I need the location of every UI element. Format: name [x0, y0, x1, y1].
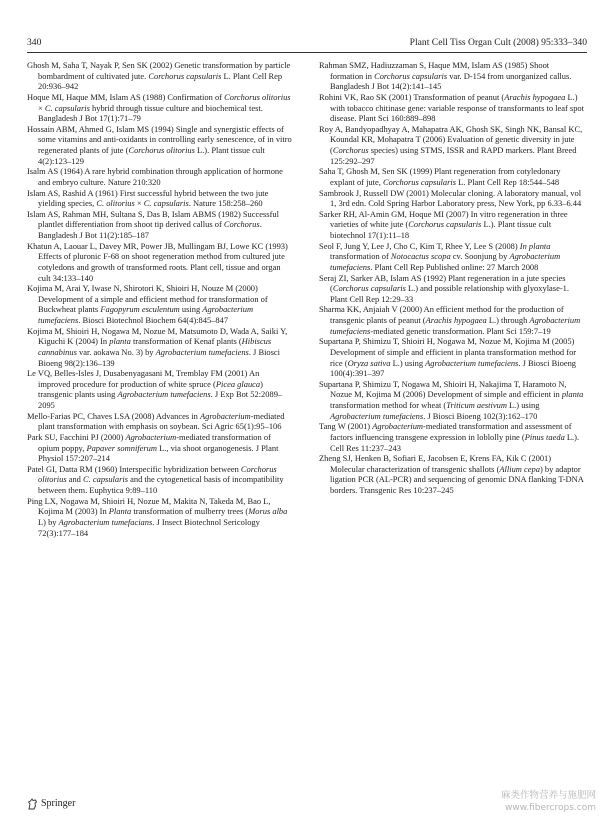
reference-entry: Park SU, Facchini PJ (2000) Agrobacterium-mediated transformation of opium poppy, Papaver somniferum L., via shoot organogenesis. J Plant Physiol 157:207–214	[27, 431, 279, 464]
reference-entry: Zheng SJ, Henken B, Sofiari E, Jacobsen E, Krens FA, Kik C (2001) Molecular characterization of transgenic shallots (Allium cepa) by adaptor ligation PCR (AL-PCR) and sequencing of genomic DNA flanking T-DNA borders. Transgenic Res 10:237–245	[319, 453, 584, 495]
watermark-title: 麻类作物营养与施肥网	[500, 790, 596, 801]
reference-entry: Sharma KK, Anjaiah V (2000) An efficient method for the production of transgenic plants of peanut (Arachis hypogaea L.) through Agrobacterium tumefaciens-mediated genetic transformation. Plant Sci 159:7–19	[319, 304, 581, 336]
reference-entry: Islam AS, Rahman MH, Sultana S, Das B, Islam ABMS (1982) Successful plantlet differentiation from shoot tip derived callus of Corchorus. Bangladesh J Bot 11(2):185–187	[27, 208, 279, 240]
site-watermark	[436, 790, 596, 814]
reference-entry: Supartana P, Shimizu T, Nogawa M, Shioiri H, Nakajima T, Haramoto N, Nozue M, Kojima M (2006) Development of simple and efficient in planta transformation method for wheat (Triticum aestivum L.) using Agrobacterium tumefaciens. J Biosci Bioeng 102(3):162–170	[319, 378, 584, 421]
springer-logo	[27, 797, 75, 811]
reference-entry: Ping LX, Nogawa M, Shioiri H, Nozue M, Makita N, Takeda M, Bao L, Kojima M (2003) In Planta transformation of mulberry trees (Morus alba L) by Agrobacterium tumefacians. J Insect Biotechnol Sericology 72(3):177–184	[27, 495, 288, 538]
reference-entry: Rahman SMZ, Hadiuzzaman S, Haque MM, Islam AS (1985) Shoot formation in Corchorus capsularis var. D-154 from unorganized callus. Bangladesh J Bot 14(2):141–145	[319, 60, 572, 92]
reference-entry: Sarker RH, Al-Amin GM, Hoque MI (2007) In vitro regeneration in three varieties of white jute (Corchorus capsularis L.). Plant tissue cult biotechnol 17(1):11–18	[319, 208, 568, 240]
references-right-column	[319, 60, 584, 496]
watermark-url: www.fibercrops.com	[505, 803, 596, 813]
reference-entry: Ghosh M, Saha T, Nayak P, Sen SK (2002) Genetic transformation by particle bombardment of cultivated jute. Corchorus capsularis L. Plant Cell Rep 20:936–942	[27, 60, 291, 92]
reference-entry: Hossain ABM, Ahmed G, Islam MS (1994) Single and synergistic effects of some vitamins and anti-oxidants in controlling early senescence, of in vitro regenerated plants of jute (Corchorus olitorius L.). Plant tissue cult 4(2):123–129	[27, 123, 292, 166]
reference-entry: Seol F, Jung Y, Lee J, Cho C, Kim T, Rhee Y, Lee S (2008) In planta transformation of Notocactus scopa cv. Soonjung by Agrobacterium tumefaciens. Plant Cell Rep Published online: 27 March 2008	[319, 240, 561, 272]
journal-citation: Plant Cell Tiss Organ Cult (2008) 95:333–340	[409, 37, 587, 48]
references-left-column	[27, 60, 292, 538]
springer-horse-icon	[27, 798, 38, 810]
reference-entry: Sambrook J, Russell DW (2001) Molecular cloning. A laboratory manual, vol 1, 3rd edn. Cold Spring Harbor Laboratory press, New York, pp 6.33–6.44	[319, 187, 582, 209]
reference-entry: Le VQ, Belles-Isles J, Dusabenyagasani M, Tremblay FM (2001) An improved procedure for production of white spruce (Picea glauca) transgenic plants using Agrobacterium tumefaciens. J Exp Bot 52:2089–2095	[27, 368, 283, 410]
publisher-name: Springer	[41, 798, 76, 809]
running-header	[27, 36, 587, 50]
reference-entry: Supartana P, Shimizu T, Shioiri H, Nogawa M, Nozue M, Kojima M (2005) Development of simple and efficient in planta transformation method for rice (Oryza sativa L.) using Agrobacterium tumefaciens. J Biosci Bioeng 100(4):391–397	[319, 336, 577, 379]
reference-entry: Patel GI, Datta RM (1960) Interspecific hybridization between Corchorus olitorius and C. capsularis and the cytogenetical basis of incompatibility between them. Euphytica 9:89–110	[27, 463, 284, 495]
reference-entry: Kojima M, Arai Y, Iwase N, Shirotori K, Shioiri H, Nouze M (2000) Development of a simple and efficient method for transformation of Buckwheat plants Fagopyrum esculentum using Agrobacterium tumefaciens. Biosci Biotechnol Biochem 64(4):845–847	[27, 283, 268, 325]
reference-entry: Islam AS, Rashid A (1961) First successful hybrid between the two jute yielding species, C. olitorius × C. capsularis. Nature 158:258–260	[27, 187, 269, 209]
reference-entry: Kojima M, Shioiri H, Nogawa M, Nozue M, Matsumoto D, Wada A, Saiki Y, Kiguchi K (2004) In planta transformation of Kenaf plants (Hibiscus cannabinus var. aokawa No. 3) by Agrobacterium tumefaciens. J Biosci Bioeng 98(2):136–139	[27, 325, 288, 368]
reference-entry: Roy A, Bandyopadhyay A, Mahapatra AK, Ghosh SK, Singh NK, Bansal KC, Koundal KR, Mohapatra T (2006) Evaluation of genetic diversity in jute (Corchorus species) using STMS, ISSR and RAPD markers. Plant Breed 125:292–297	[319, 123, 583, 166]
reference-entry: Isalm AS (1964) A rare hybrid combination through application of hormone and embryo culture. Nature 210:320	[27, 166, 283, 187]
reference-entry: Tang W (2001) Agrobacterium-mediated transformation and assessment of factors influencing transgene expression in loblolly pine (Pinus taeda L.). Cell Res 11:237–243	[319, 421, 580, 453]
reference-entry: Rohini VK, Rao SK (2001) Transformation of peanut (Arachis hypogaea L.) with tobacco chitinase gene: variable response of transformants to leaf spot disease. Plant Sci 160:889–898	[319, 91, 584, 124]
reference-entry: Hoque MI, Haque MM, Islam AS (1988) Confirmation of Corchorus olitorius × C. capsularis hybrid through tissue culture and biochemical test. Bangladesh J Bot 17(1):71–79	[27, 91, 291, 124]
reference-entry: Saha T, Ghosh M, Sen SK (1999) Plant regeneration from cotyledonary explant of jute, Corchorus capsularis L. Plant Cell Rep 18:544–548	[319, 166, 561, 187]
page-number: 340	[27, 37, 42, 48]
reference-entry: Seraj ZI, Sarker AB, Islam AS (1992) Plant regeneration in a jute species (Corchorus capsularis L.) and possible relationship with glyoxylase-1. Plant Cell Rep 12:29–33	[319, 272, 569, 304]
reference-entry: Mello-Farias PC, Chaves LSA (2008) Advances in Agrobacterium-mediated plant transformation with emphasis on soybean. Sci Agric 65(1):95–106	[27, 410, 285, 432]
reference-entry: Khatun A, Laouar L, Davey MR, Power JB, Mullingam BJ, Lowe KC (1993) Effects of pluronic F-68 on shoot regeneration method from cultured jute cotyledons and growth of transformed roots. Plant cell, tissue and organ cult 34:133–140	[27, 240, 288, 283]
header-rule	[27, 52, 587, 53]
